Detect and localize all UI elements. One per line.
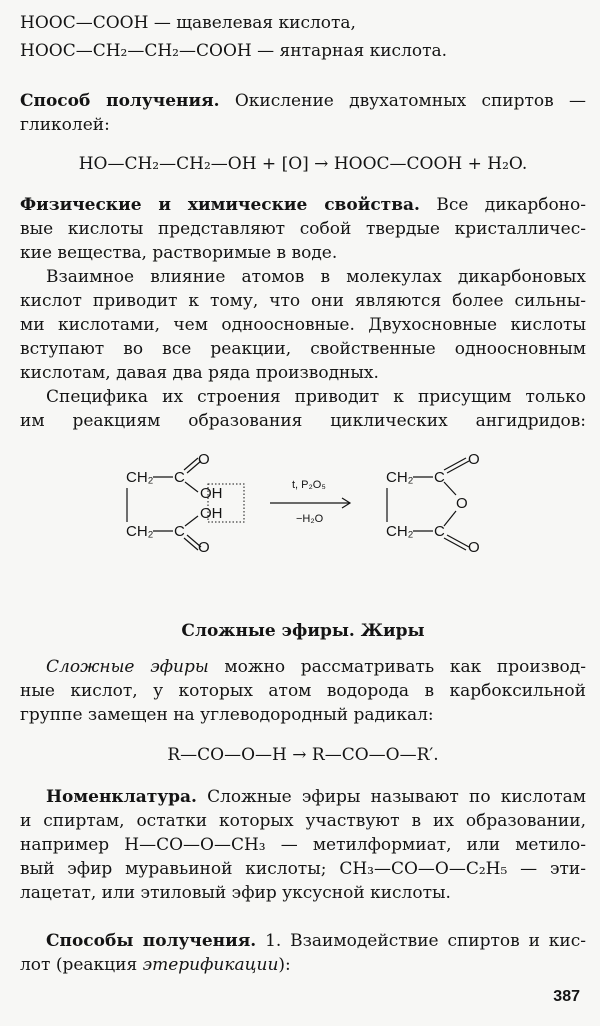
condition-bottom: −H₂O: [296, 513, 324, 525]
properties-heading: Физические и химические свойства.: [20, 195, 420, 215]
properties-paragraph-line: Физические и химические свойства. Все дикарбоно-: [20, 195, 586, 215]
nomenclature-paragraph-line: и спиртам, остатки которых участвуют в их образовании,: [20, 811, 586, 831]
methods-heading: Способы получения.: [46, 931, 257, 951]
condition-top: t, P₂O₅: [292, 479, 326, 491]
term-esterification: этерификации: [142, 955, 279, 975]
term-esters: Сложные эфиры: [46, 657, 209, 677]
nomenclature-heading: Номенклатура.: [46, 787, 197, 807]
page-number: 387: [553, 988, 580, 1005]
label-o-ring: O: [456, 495, 468, 512]
preparation-heading: Способ получения.: [20, 91, 220, 111]
formula-succinic-acid: HOOC—CH₂—CH₂—COOH — янтарная кислота.: [20, 41, 448, 61]
bond: [444, 511, 456, 526]
properties-paragraph-line: Специфика их строения приводит к присущим только: [46, 387, 586, 407]
methods-paragraph-line: Способы получения. 1. Взаимодействие спиртов и кис-: [46, 931, 586, 951]
label-o-top-left: O: [198, 451, 210, 468]
nomenclature-paragraph-line: например H—CO—O—CH₃ — метилформиат, или метило-: [20, 835, 586, 855]
preparation-paragraph-line: Способ получения. Окисление двухатомных спиртов —: [20, 91, 586, 111]
ester-general-equation: R—CO—O—H → R—CO—O—R′.: [167, 745, 439, 765]
properties-paragraph-line: вые кислоты представляют собой твердые кристалличес-: [20, 219, 586, 239]
nomenclature-paragraph-line: Номенклатура. Сложные эфиры называют по кислотам: [46, 787, 586, 807]
label-o-bottom-left: O: [198, 539, 210, 556]
properties-paragraph-line: кислот приводит к тому, что они являются более сильны-: [20, 291, 586, 311]
properties-paragraph-line: вступают во все реакции, свойственные одноосновным: [20, 339, 586, 359]
bond: [185, 482, 198, 492]
methods-paragraph-line: лот (реакция этерификации):: [20, 955, 291, 975]
properties-paragraph-line: ми кислотами, чем одноосновные. Двухосновные кислоты: [20, 315, 586, 335]
esters-paragraph-line: группе замещен на углеводородный радикал:: [20, 705, 434, 725]
section-title-esters: Сложные эфиры. Жиры: [181, 621, 425, 641]
double-bond: [184, 458, 198, 470]
nomenclature-paragraph-line: лацетат, или этиловый эфир уксусной кислоты.: [20, 883, 451, 903]
formula-oxalic-acid: HOOC—COOH — щавелевая кислота,: [20, 13, 356, 33]
label-c-bottom-left: C: [174, 523, 185, 540]
label-ch2-top-right: CH₂: [386, 469, 414, 486]
label-oh-top: OH: [200, 485, 223, 502]
label-ch2-top-left: CH₂: [126, 469, 154, 486]
nomenclature-paragraph-line: вый эфир муравьиной кислоты; CH₃—CO—O—C₂H₅ — эти-: [20, 859, 586, 879]
label-o-top-right: O: [468, 451, 480, 468]
oxidation-equation: HO—CH₂—CH₂—OH + [O] → HOOC—COOH + H₂O.: [78, 154, 528, 174]
label-oh-bottom: OH: [200, 505, 223, 522]
esters-paragraph-line: ные кислот, у которых атом водорода в карбоксильной: [20, 681, 586, 701]
esters-paragraph-line: Сложные эфиры можно рассматривать как производ-: [46, 657, 586, 677]
label-o-bottom-right: O: [468, 539, 480, 556]
properties-paragraph-line: кие вещества, растворимые в воде.: [20, 243, 338, 263]
properties-paragraph-line: кислотам, давая два ряда производных.: [20, 363, 379, 383]
label-c-top-right: C: [434, 469, 445, 486]
properties-paragraph-line: им реакциям образования циклических ангидридов:: [20, 411, 586, 431]
properties-paragraph-line: Взаимное влияние атомов в молекулах дикарбоновых: [46, 267, 586, 287]
bond: [444, 482, 456, 495]
double-bond: [184, 538, 198, 550]
preparation-paragraph-line: гликолей:: [20, 115, 110, 135]
label-ch2-bottom-right: CH₂: [386, 523, 414, 540]
label-ch2-bottom-left: CH₂: [126, 523, 154, 540]
label-c-top-left: C: [174, 469, 185, 486]
anhydride-formation-scheme: [110, 446, 510, 566]
label-c-bottom-right: C: [434, 523, 445, 540]
bond: [185, 516, 198, 526]
